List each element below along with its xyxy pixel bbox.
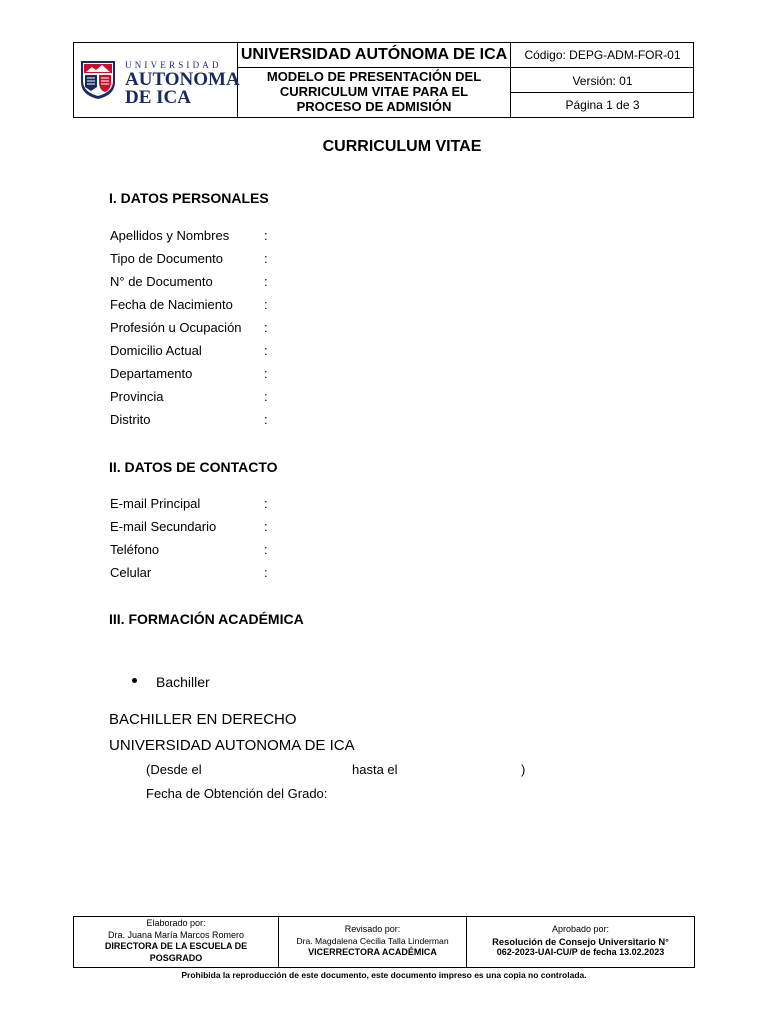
- field-label: Profesión u Ocupación: [110, 320, 242, 335]
- page-title: CURRICULUM VITAE: [322, 138, 482, 155]
- field-colon: :: [264, 251, 268, 266]
- section-heading-personal: I. DATOS PERSONALES: [109, 190, 269, 206]
- footer-name: Dra. Juana María Marcos Romero: [107, 929, 245, 940]
- form-title: [238, 69, 510, 114]
- obtained-date-label: Fecha de Obtención del Grado:: [146, 786, 328, 801]
- degree-name: BACHILLER EN DERECHO: [109, 711, 297, 728]
- field-label: Provincia: [110, 389, 164, 404]
- field-colon: :: [264, 565, 268, 580]
- university-logo: [74, 43, 240, 117]
- document-header-table: [73, 42, 694, 118]
- footer-aprobado: [467, 924, 694, 974]
- section-heading-contact: II. DATOS DE CONTACTO: [109, 459, 278, 475]
- footer-label: Aprobado por:: [551, 924, 610, 934]
- footer-label: Revisado por:: [344, 924, 401, 934]
- field-colon: :: [264, 297, 268, 312]
- field-colon: :: [264, 274, 268, 289]
- field-label: Fecha de Nacimiento: [110, 297, 233, 312]
- institution-name: UNIVERSIDAD AUTONOMA DE ICA: [109, 737, 355, 754]
- close-paren: ): [521, 762, 526, 777]
- field-colon: :: [264, 343, 268, 358]
- from-date-label: (Desde el: [146, 762, 202, 777]
- field-colon: :: [264, 228, 268, 243]
- university-name: UNIVERSIDAD AUTÓNOMA DE ICA: [240, 46, 508, 63]
- field-label: Distrito: [110, 412, 151, 427]
- field-colon: :: [264, 389, 268, 404]
- field-label: N° de Documento: [110, 274, 213, 289]
- footer-role: VICERRECTORA ACADÉMICA: [308, 947, 437, 957]
- form-title-line: CURRICULUM VITAE PARA EL: [279, 84, 469, 99]
- field-colon: :: [264, 412, 268, 427]
- field-colon: :: [264, 320, 268, 335]
- field-colon: :: [264, 519, 268, 534]
- document-version: Versión: 01: [572, 74, 633, 88]
- footer-resolution: 062-2023-UAI-CU/P de fecha 13.02.2023: [496, 947, 665, 957]
- document-code: Código: DEPG-ADM-FOR-01: [524, 48, 681, 62]
- field-label: E-mail Principal: [110, 496, 201, 511]
- field-colon: :: [264, 496, 268, 511]
- field-label: Domicilio Actual: [110, 343, 202, 358]
- page-number: Página 1 de 3: [565, 98, 640, 112]
- footer-disclaimer: Prohibida la reproducción de este documento, este documento impreso es una copia no controlada.: [181, 970, 587, 980]
- header-divider: [510, 92, 694, 93]
- header-divider: [237, 67, 694, 68]
- footer-resolution: Resolución de Consejo Universitario N°: [492, 935, 669, 947]
- bullet-icon: [132, 678, 137, 683]
- footer-role: POSGRADO: [149, 952, 203, 963]
- form-title-line: PROCESO DE ADMISIÓN: [296, 99, 452, 114]
- to-date-label: hasta el: [352, 762, 398, 777]
- footer-elaborado: [74, 918, 278, 968]
- logo-text-big: AUTONOMA: [125, 69, 240, 90]
- logo-text-small: UNIVERSIDAD: [125, 60, 222, 70]
- degree-level: Bachiller: [156, 674, 210, 690]
- footer-revisado: [279, 924, 466, 974]
- logo-text-big: DE ICA: [125, 87, 191, 108]
- footer-role: DIRECTORA DE LA ESCUELA DE: [104, 941, 248, 951]
- field-colon: :: [264, 542, 268, 557]
- footer-label: Elaborado por:: [146, 918, 206, 928]
- section-heading-academic: III. FORMACIÓN ACADÉMICA: [109, 611, 304, 627]
- form-title-line: MODELO DE PRESENTACIÓN DEL: [266, 69, 482, 84]
- field-label: Departamento: [110, 366, 193, 381]
- shield-icon: [80, 60, 116, 100]
- field-label: Celular: [110, 565, 152, 580]
- field-label: Teléfono: [110, 542, 160, 557]
- footer-name: Dra. Magdalena Cecilia Talla Linderman: [296, 935, 449, 946]
- field-colon: :: [264, 366, 268, 381]
- field-label: Tipo de Documento: [110, 251, 223, 266]
- field-label: Apellidos y Nombres: [110, 228, 230, 243]
- document-footer-table: [73, 916, 695, 968]
- field-label: E-mail Secundario: [110, 519, 217, 534]
